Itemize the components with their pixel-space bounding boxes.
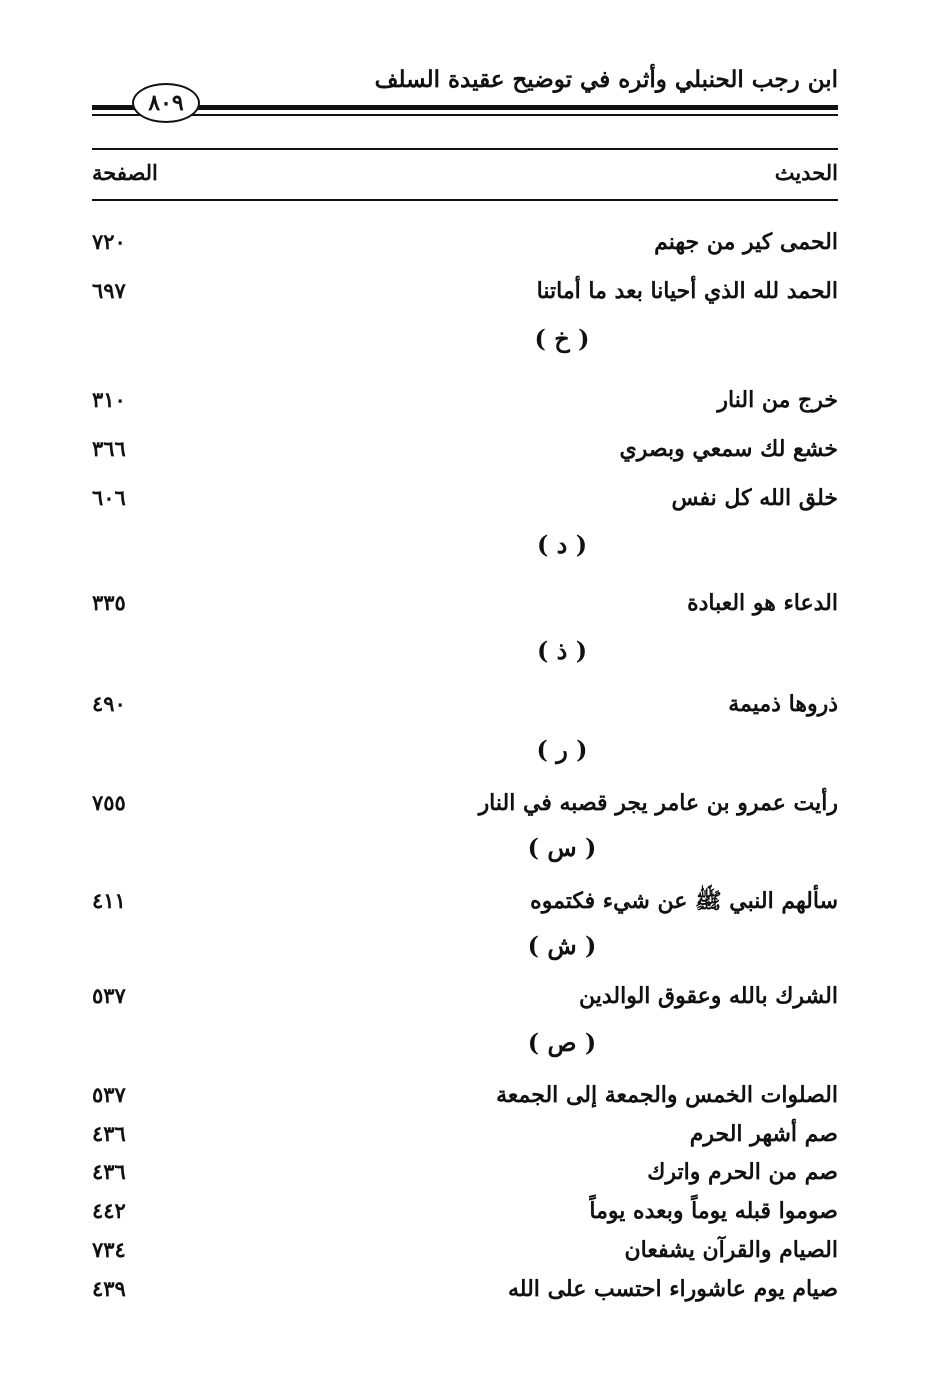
list-item <box>92 225 838 259</box>
section-letter: ( س ) <box>527 833 597 862</box>
page-ref: ٧٢٠ <box>92 229 126 254</box>
page-ref: ٥٣٧ <box>92 1082 126 1107</box>
page-number: ٨٠٩ <box>132 83 200 123</box>
page-ref: ٤٣٩ <box>92 1276 126 1301</box>
header-rule-thin <box>92 114 838 116</box>
list-item <box>92 432 838 466</box>
page-ref: ٣٣٥ <box>92 590 126 615</box>
column-header-hadith: الحديث <box>774 160 838 185</box>
list-item <box>92 274 838 308</box>
list-item <box>92 383 838 417</box>
header-rule-thick <box>92 105 838 110</box>
page-ref: ٦٩٧ <box>92 278 126 303</box>
page-ref: ٤٣٦ <box>92 1121 126 1146</box>
section-heading <box>92 831 838 865</box>
hadith-text: الحمد لله الذي أحيانا بعد ما أماتنا <box>536 278 838 304</box>
hadith-text: صم من الحرم واترك <box>647 1159 838 1185</box>
column-header-top-rule <box>92 148 838 150</box>
hadith-text: صوموا قبله يوماً وبعده يوماً <box>589 1198 838 1224</box>
section-letter: ( ص ) <box>527 1028 597 1057</box>
list-item <box>92 687 838 721</box>
list-item <box>92 1117 838 1151</box>
hadith-text: الدعاء هو العبادة <box>687 590 838 616</box>
hadith-text: الصيام والقرآن يشفعان <box>624 1237 838 1263</box>
page-ref: ٤١١ <box>92 888 126 913</box>
section-heading <box>92 634 838 668</box>
section-letter: ( ش ) <box>527 931 597 960</box>
list-item <box>92 1078 838 1112</box>
section-heading <box>92 322 838 356</box>
page-ref: ٥٣٧ <box>92 983 126 1008</box>
page-ref: ٤٤٢ <box>92 1198 126 1223</box>
column-header-bottom-rule <box>92 199 838 201</box>
section-letter: ( د ) <box>536 530 588 559</box>
list-item <box>92 1233 838 1267</box>
list-item <box>92 786 838 820</box>
section-heading <box>92 929 838 963</box>
section-letter: ( ر ) <box>536 735 588 764</box>
page-ref: ٣١٠ <box>92 387 126 412</box>
hadith-text: خرج من النار <box>717 387 838 413</box>
list-item <box>92 481 838 515</box>
hadith-text: الصلوات الخمس والجمعة إلى الجمعة <box>496 1082 838 1108</box>
hadith-text: رأيت عمرو بن عامر يجر قصبه في النار <box>478 790 838 816</box>
hadith-text: الشرك بالله وعقوق الوالدين <box>578 983 838 1009</box>
page-ref: ٤٣٦ <box>92 1159 126 1184</box>
hadith-text: خشع لك سمعي وبصري <box>619 436 838 462</box>
section-letter: ( خ ) <box>534 324 590 353</box>
hadith-text: صم أشهر الحرم <box>689 1121 838 1147</box>
list-item <box>92 1272 838 1306</box>
hadith-text: ذروها ذميمة <box>728 691 838 717</box>
column-header-page: الصفحة <box>92 160 158 185</box>
section-heading <box>92 1026 838 1060</box>
list-item <box>92 884 838 918</box>
hadith-text: الحمى كير من جهنم <box>654 229 838 255</box>
hadith-text: سألهم النبي ﷺ عن شيء فكتموه <box>530 888 838 914</box>
list-item <box>92 979 838 1013</box>
list-item <box>92 1155 838 1189</box>
section-letter: ( ذ ) <box>536 636 588 665</box>
page-ref: ٧٣٤ <box>92 1237 126 1262</box>
page-ref: ٦٠٦ <box>92 485 126 510</box>
list-item <box>92 586 838 620</box>
page-ref: ٧٥٥ <box>92 790 126 815</box>
running-title: ابن رجب الحنبلي وأثره في توضيح عقيدة السلف <box>374 66 838 93</box>
list-item <box>92 1194 838 1228</box>
section-heading <box>92 733 838 767</box>
page-ref: ٤٩٠ <box>92 691 126 716</box>
page-ref: ٣٦٦ <box>92 436 126 461</box>
hadith-text: خلق الله كل نفس <box>671 485 838 511</box>
hadith-text: صيام يوم عاشوراء احتسب على الله <box>508 1276 838 1302</box>
section-heading <box>92 528 838 562</box>
